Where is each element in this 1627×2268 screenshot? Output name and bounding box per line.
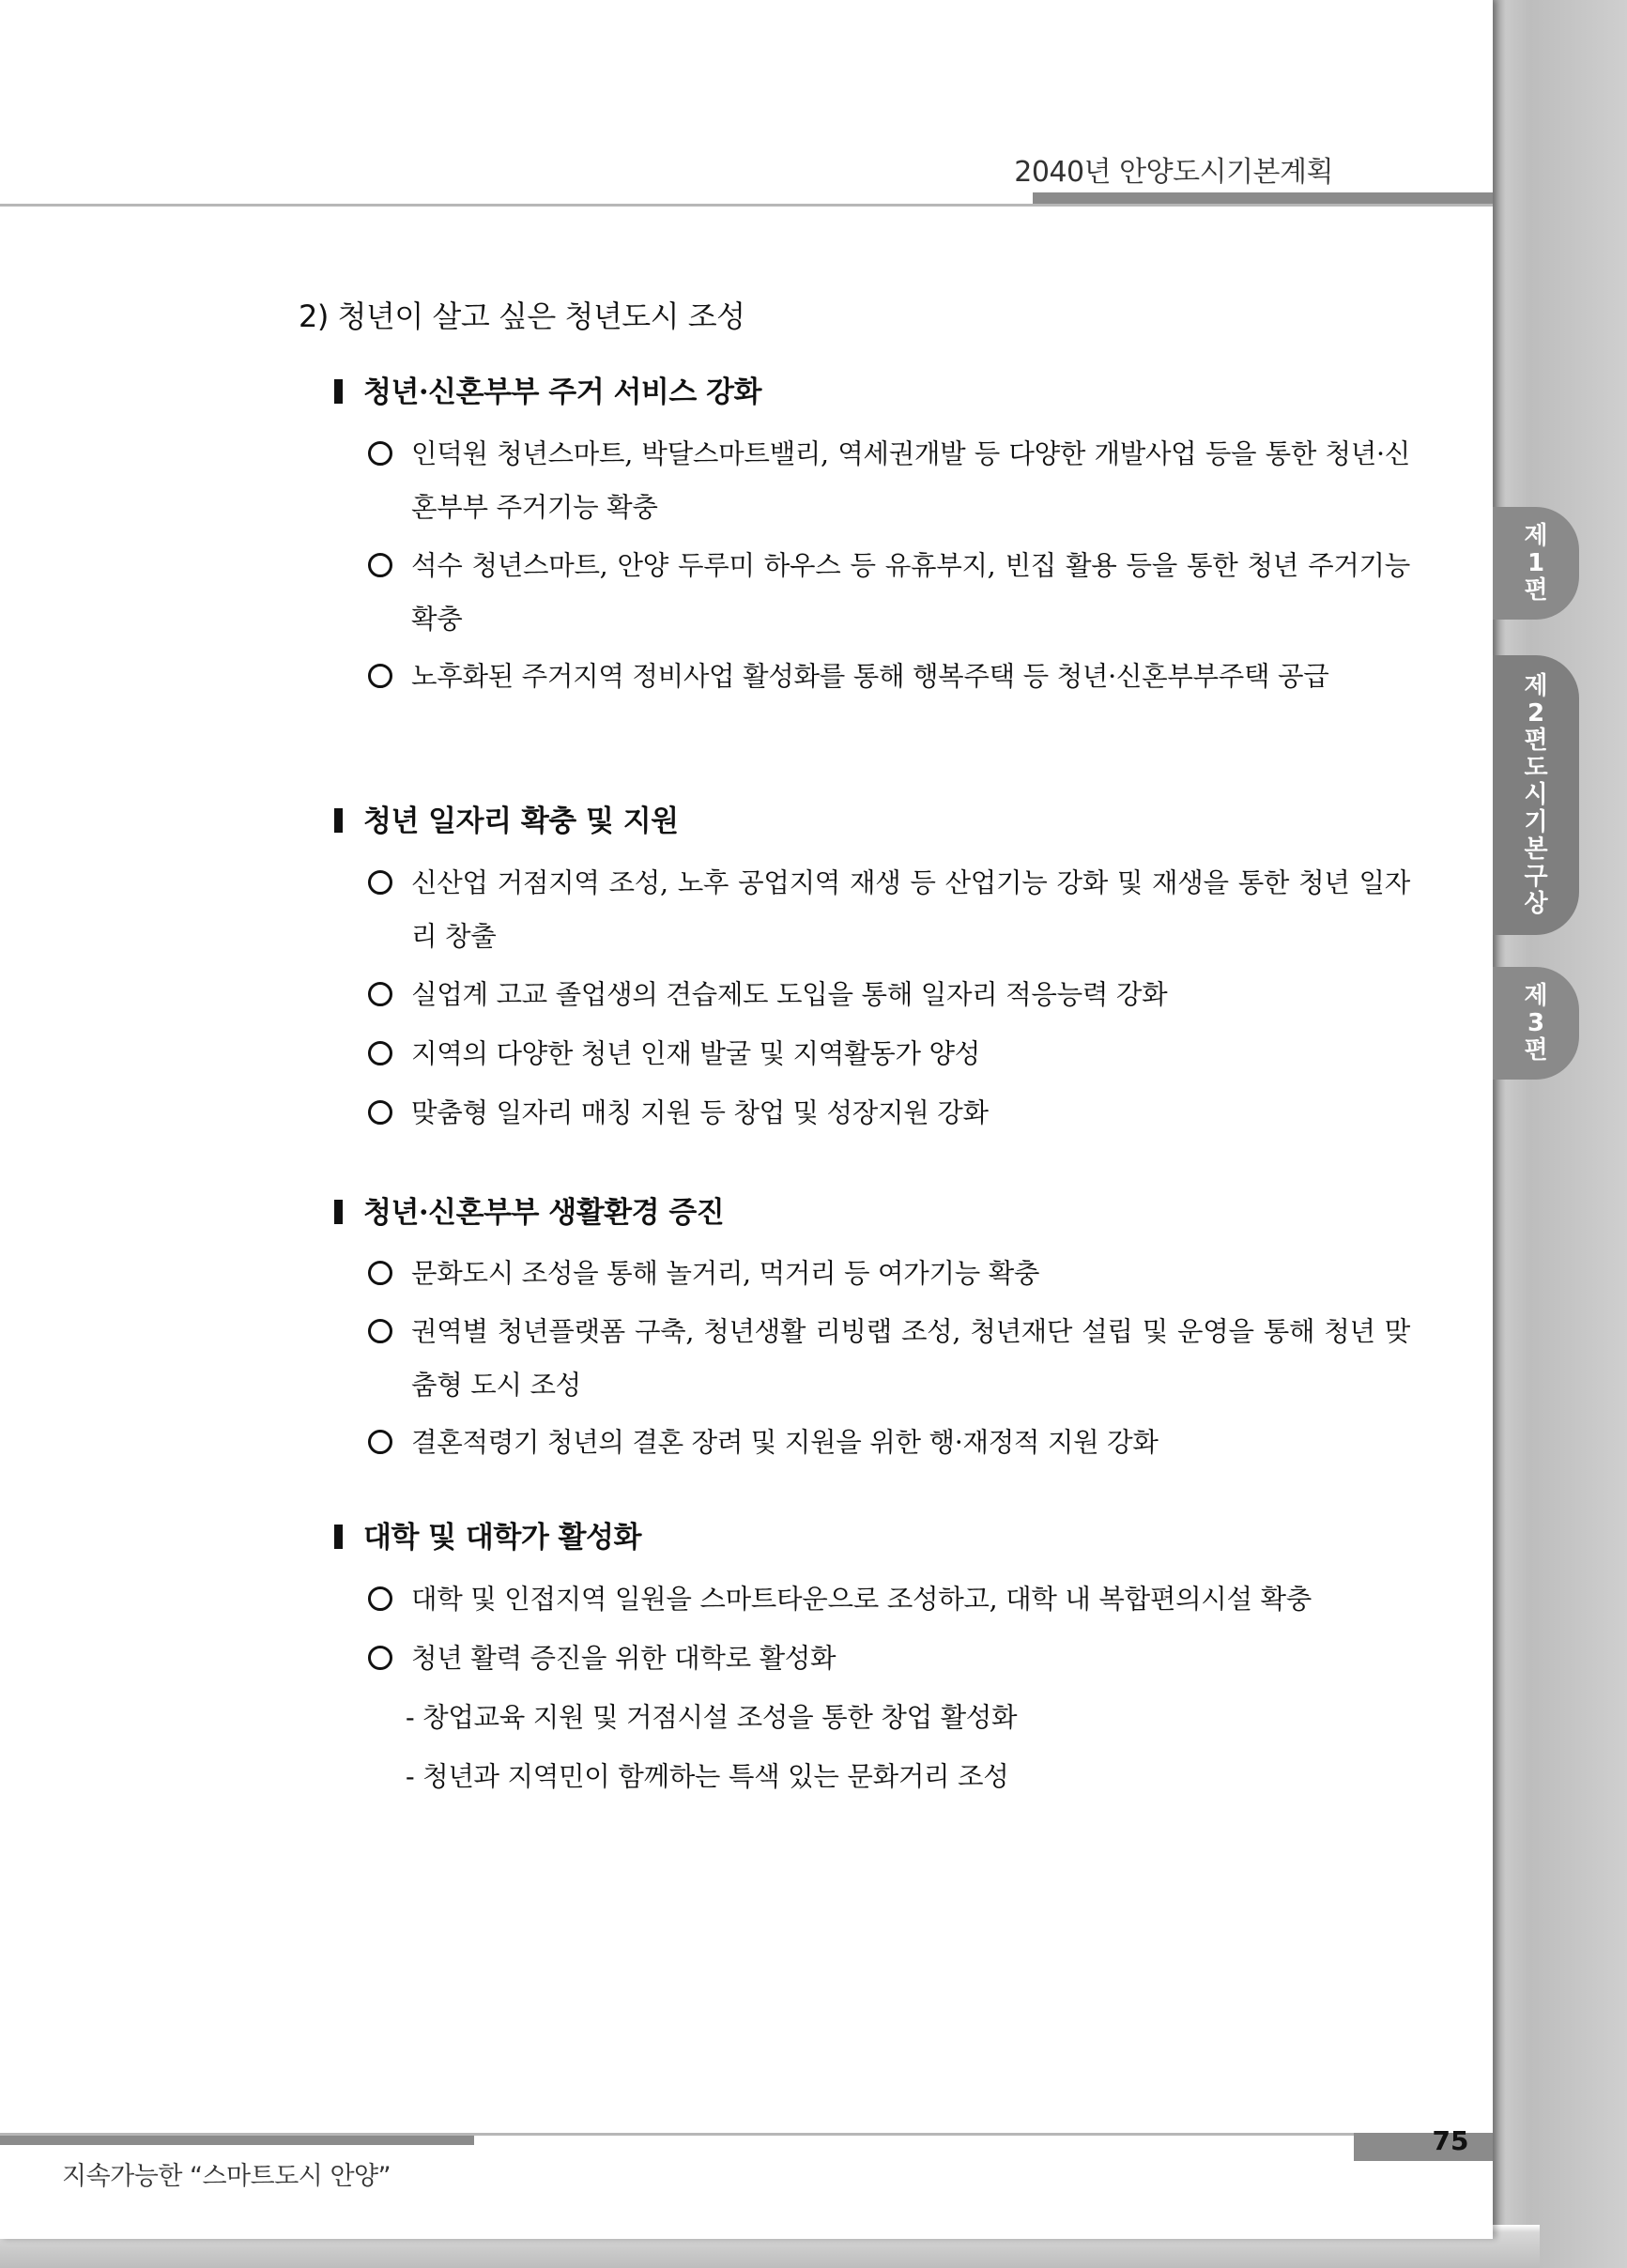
list-item: 권역별 청년플랫폼 구축, 청년생활 리빙랩 조성, 청년재단 설립 및 운영을 통해 청년 맞춤형 도시 조성 [368,1305,1410,1412]
page-number: 75 [1432,2125,1469,2156]
bullet-circle-icon [368,1319,392,1343]
list-item: 결혼적령기 청년의 결혼 장려 및 지원을 위한 행·재정적 지원 강화 [368,1416,1410,1469]
bullet-circle-icon [368,1430,392,1454]
list-item: 석수 청년스마트, 안양 두루미 하우스 등 유휴부지, 빈집 활용 등을 통한 청년 주거기능 확충 [368,539,1410,646]
footer-text: 지속가능한 “스마트도시 안양” [62,2162,391,2191]
group-heading: 청년·신혼부부 주거 서비스 강화 [334,368,761,410]
list-item: 인덕원 청년스마트, 박달스마트밸리, 역세권개발 등 다양한 개발사업 등을 통한 청년·신혼부부 주거기능 확충 [368,427,1410,534]
sub-list-item: - 청년과 지역민이 함께하는 특색 있는 문화거리 조성 [406,1761,1009,1792]
footer-rule-accent [0,2136,474,2145]
list-item: 맞춤형 일자리 매칭 지원 등 창업 및 성장지원 강화 [368,1086,1410,1140]
group-heading: 청년·신혼부부 생활환경 증진 [334,1188,724,1231]
bullet-circle-icon [368,1646,392,1670]
heading-bar [334,1200,343,1224]
group-heading: 청년 일자리 확충 및 지원 [334,797,679,839]
group-heading: 대학 및 대학가 활성화 [334,1513,641,1555]
bullet-circle-icon [368,1586,392,1611]
list-item: 지역의 다양한 청년 인재 발굴 및 지역활동가 양성 [368,1027,1410,1080]
list-item: 청년 활력 증진을 위한 대학로 활성화 [368,1632,1410,1685]
heading-bar [334,808,343,833]
list-item: 대학 및 인접지역 일원을 스마트타운으로 조성하고, 대학 내 복합편의시설 확충 [368,1572,1410,1626]
list-item: 노후화된 주거지역 정비사업 활성화를 통해 행복주택 등 청년·신혼부부주택 공급 [368,650,1410,703]
bullet-circle-icon [368,664,392,688]
heading-bar [334,379,343,404]
heading-bar [334,1525,343,1549]
running-header: 2040년 안양도시기본계획 [1014,156,1333,189]
section-title: 2) 청년이 살고 싶은 청년도시 조성 [299,299,745,334]
header-rule-accent [1033,192,1493,204]
header-rule [0,204,1493,207]
side-tab-part-1[interactable]: 제1편 [1493,507,1579,620]
bullet-circle-icon [368,1100,392,1125]
bullet-circle-icon [368,1261,392,1285]
side-tab-part-3[interactable]: 제3편 [1493,967,1579,1080]
bullet-circle-icon [368,441,392,466]
list-item: 문화도시 조성을 통해 놀거리, 먹거리 등 여가기능 확충 [368,1247,1410,1300]
bullet-circle-icon [368,553,392,577]
bullet-circle-icon [368,982,392,1006]
bullet-circle-icon [368,870,392,895]
list-item: 신산업 거점지역 조성, 노후 공업지역 재생 등 산업기능 강화 및 재생을 통한 청년 일자리 창출 [368,856,1410,963]
list-item: 실업계 고교 졸업생의 견습제도 도입을 통해 일자리 적응능력 강화 [368,968,1410,1021]
side-tab-part-2[interactable]: 제2편 도시기본구상 [1493,655,1579,935]
page-stack-edge [1493,0,1627,2268]
sub-list-item: - 창업교육 지원 및 거점시설 조성을 통한 창업 활성화 [406,1702,1018,1733]
bullet-circle-icon [368,1041,392,1065]
